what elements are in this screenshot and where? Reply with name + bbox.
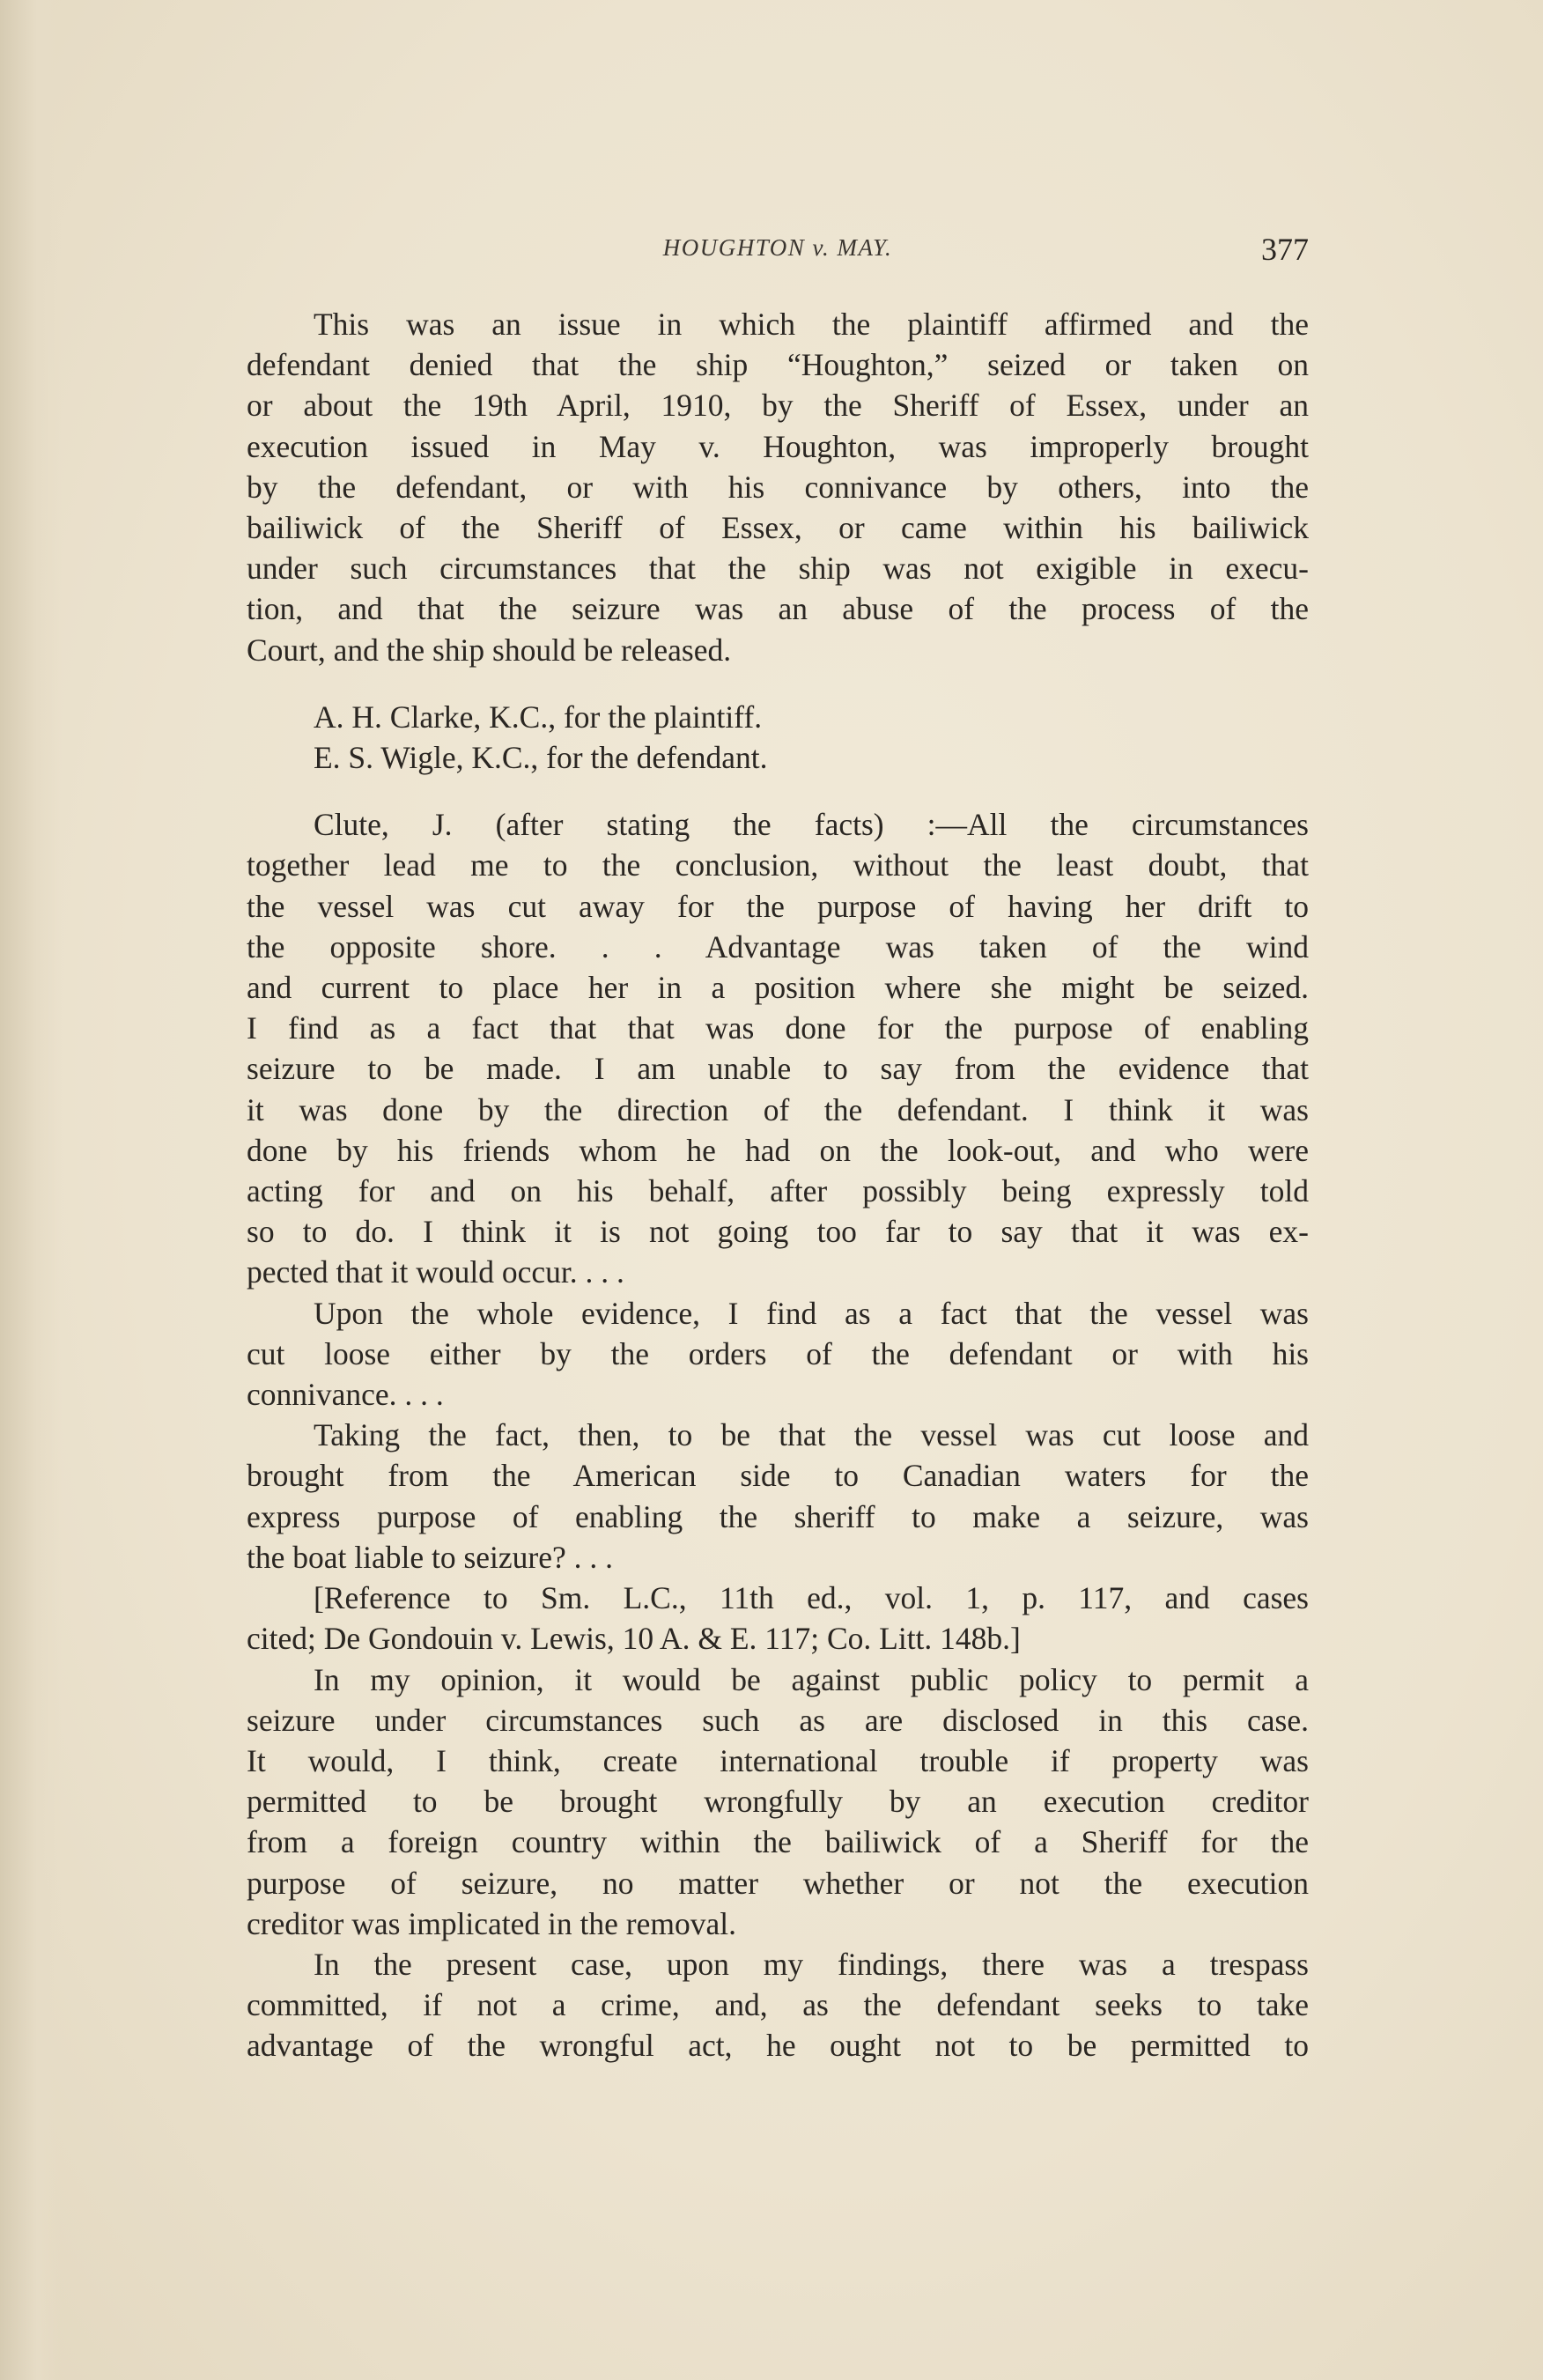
text-line: advantage of the wrongful act, he ought not to be permitted to [247,2028,1309,2064]
text-line: defendant denied that the ship “Houghton,” seized or taken on [247,347,1309,383]
text-line: done by his friends whom he had on the look-out, and who were [247,1132,1309,1168]
text-line: A. H. Clarke, K.C., for the plaintiff. [314,698,763,735]
text-line: Upon the whole evidence, I find as a fact that the vessel was [314,1295,1309,1331]
text-line: and current to place her in a position where she might be seized. [247,970,1309,1006]
paragraph [247,1415,1309,1578]
text-line: creditor was implicated in the removal. [247,1905,736,1941]
text-line: pected that it would occur. . . . [247,1254,624,1290]
text-line: or about the 19th April, 1910, by the Sheriff of Essex, under an [247,388,1309,424]
text-line: In my opinion, it would be against public policy to permit a [314,1661,1309,1697]
paragraph [247,304,1309,670]
text-line: seizure under circumstances such as are disclosed in this case. [247,1702,1309,1738]
text-line: In the present case, upon my findings, there was a trespass [314,1946,1309,1982]
page-number: 377 [1261,232,1309,267]
text-line: connivance. . . . [247,1377,444,1413]
text-line: I find as a fact that that was done for the purpose of enabling [247,1010,1309,1046]
paragraph [247,804,1309,1292]
text-line: Taking the fact, then, to be that the vessel was cut loose and [314,1417,1309,1453]
text-line: together lead me to the conclusion, without the least doubt, that [247,847,1309,883]
text-line: permitted to be brought wrongfully by an execution creditor [247,1784,1309,1820]
text-line: the vessel was cut away for the purpose of having her drift to [247,888,1309,924]
text-line: E. S. Wigle, K.C., for the defendant. [314,740,768,776]
text-line: It would, I think, create international trouble if property was [247,1742,1309,1778]
text-line: by the defendant, or with his connivance by others, into the [247,469,1309,505]
paragraph [247,1578,1309,1659]
paragraph [247,1293,1309,1415]
paragraph [247,1944,1309,2066]
text-line: so to do. I think it is not going too far to say that it was ex- [247,1214,1309,1250]
paragraph [247,737,1309,778]
text-line: purpose of seizure, no matter whether or not the execution [247,1865,1309,1901]
text-line: execution issued in May v. Houghton, was improperly brought [247,428,1309,464]
page-header [247,231,1309,275]
text-line: This was an issue in which the plaintiff affirmed and the [314,307,1309,342]
text-line: acting for and on his behalf, after possibly being expressly told [247,1173,1309,1209]
text-line: tion, and that the seizure was an abuse of the process of the [247,591,1309,627]
text-line: the opposite shore. . . Advantage was taken of the wind [247,928,1309,965]
text-line: cut loose either by the orders of the defendant or with his [247,1335,1309,1371]
text-line: cited; De Gondouin v. Lewis, 10 A. & E. 117; Co. Litt. 148b.] [247,1621,1021,1657]
body-text [247,304,1309,2066]
text-line: Clute, J. (after stating the facts) :—All the circumstances [314,807,1309,843]
text-line: committed, if not a crime, and, as the defendant seeks to take [247,1987,1309,2023]
text-line: brought from the American side to Canadian waters for the [247,1458,1309,1494]
text-line: [Reference to Sm. L.C., 11th ed., vol. 1, p. 117, and cases [314,1580,1309,1616]
text-line: from a foreign country within the bailiwick of a Sheriff for the [247,1824,1309,1860]
text-line: it was done by the direction of the defendant. I think it was [247,1091,1309,1127]
text-line: under such circumstances that the ship was not exigible in execu- [247,551,1309,587]
text-line: Court, and the ship should be released. [247,632,732,668]
paragraph [247,697,1309,737]
text-line: the boat liable to seizure? . . . [247,1539,613,1575]
text-line: bailiwick of the Sheriff of Essex, or came within his bailiwick [247,510,1309,546]
paragraph [247,1659,1309,1944]
running-title: HOUGHTON v. MAY. [662,234,893,261]
page-gutter-shadow [0,0,62,2380]
text-line: seizure to be made. I am unable to say from the evidence that [247,1051,1309,1087]
text-line: express purpose of enabling the sheriff to make a seizure, was [247,1498,1309,1534]
